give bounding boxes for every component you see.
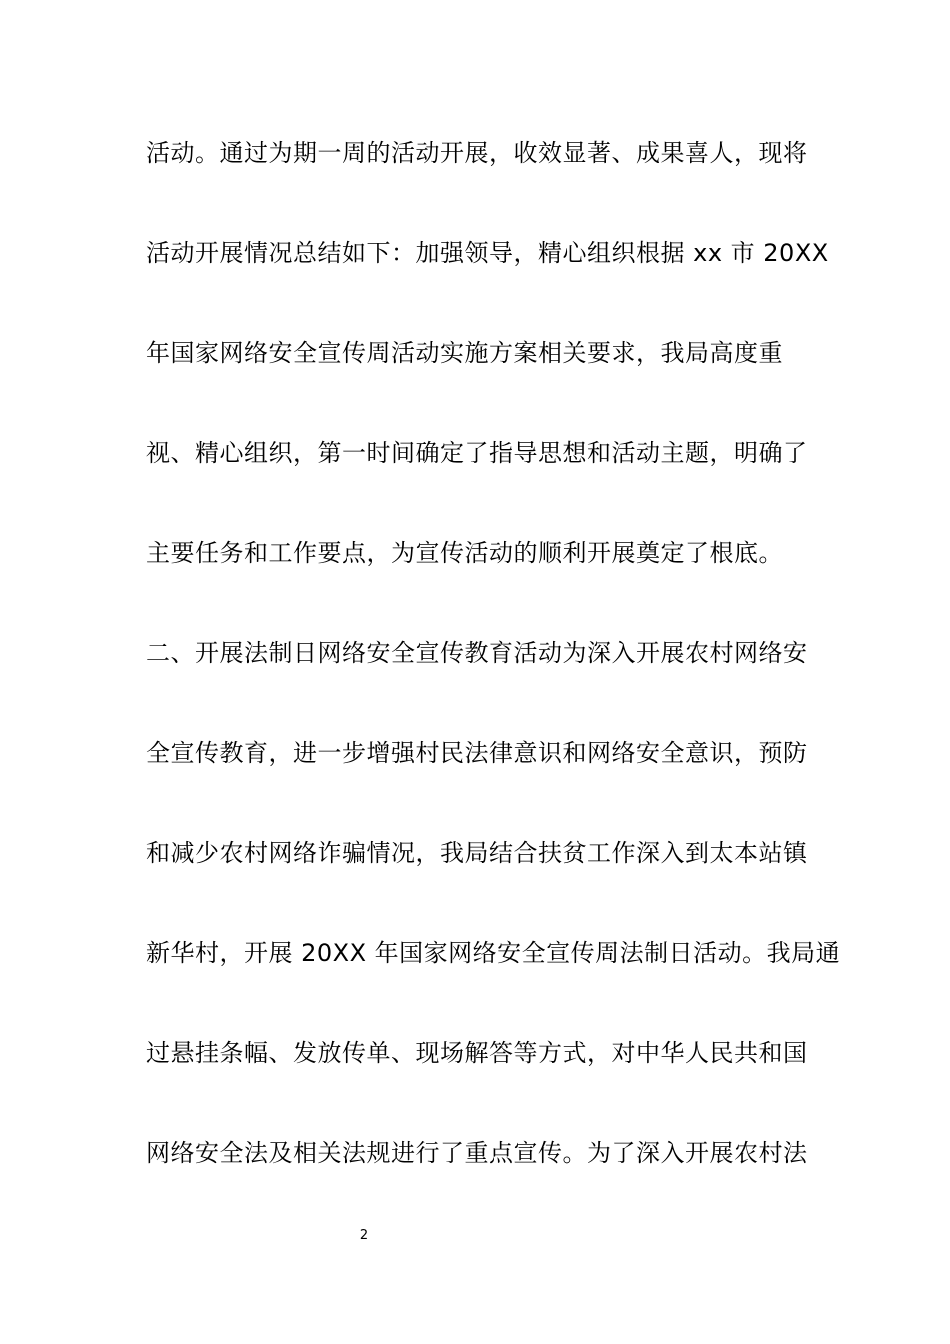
text-line: 主要任务和工作要点，为宣传活动的顺利开展奠定了根底。 — [146, 539, 783, 567]
text-line: 二、开展法制日网络安全宣传教育活动为深入开展农村网络安 — [146, 639, 808, 667]
text-line: 视、精心组织，第一时间确定了指导思想和活动主题，明确了 — [146, 439, 808, 467]
text-line: 新华村，开展 20XX 年国家网络安全宣传周法制日活动。我局通 — [146, 939, 841, 967]
text-line: 过悬挂条幅、发放传单、现场解答等方式，对中华人民共和国 — [146, 1039, 808, 1067]
text-line: 和减少农村网络诈骗情况，我局结合扶贫工作深入到太本站镇 — [146, 839, 808, 867]
text-line: 活动。通过为期一周的活动开展，收效显著、成果喜人，现将 — [146, 139, 808, 167]
page-number: 2 — [359, 1228, 369, 1243]
body-text — [146, 134, 841, 1234]
text-line: 活动开展情况总结如下：加强领导，精心组织根据 xx 市 20XX — [146, 239, 829, 267]
text-line: 网络安全法及相关法规进行了重点宣传。为了深入开展农村法 — [146, 1139, 808, 1167]
text-line: 年国家网络安全宣传周活动实施方案相关要求，我局高度重 — [146, 339, 783, 367]
text-line: 全宣传教育，进一步增强村民法律意识和网络安全意识，预防 — [146, 739, 808, 767]
